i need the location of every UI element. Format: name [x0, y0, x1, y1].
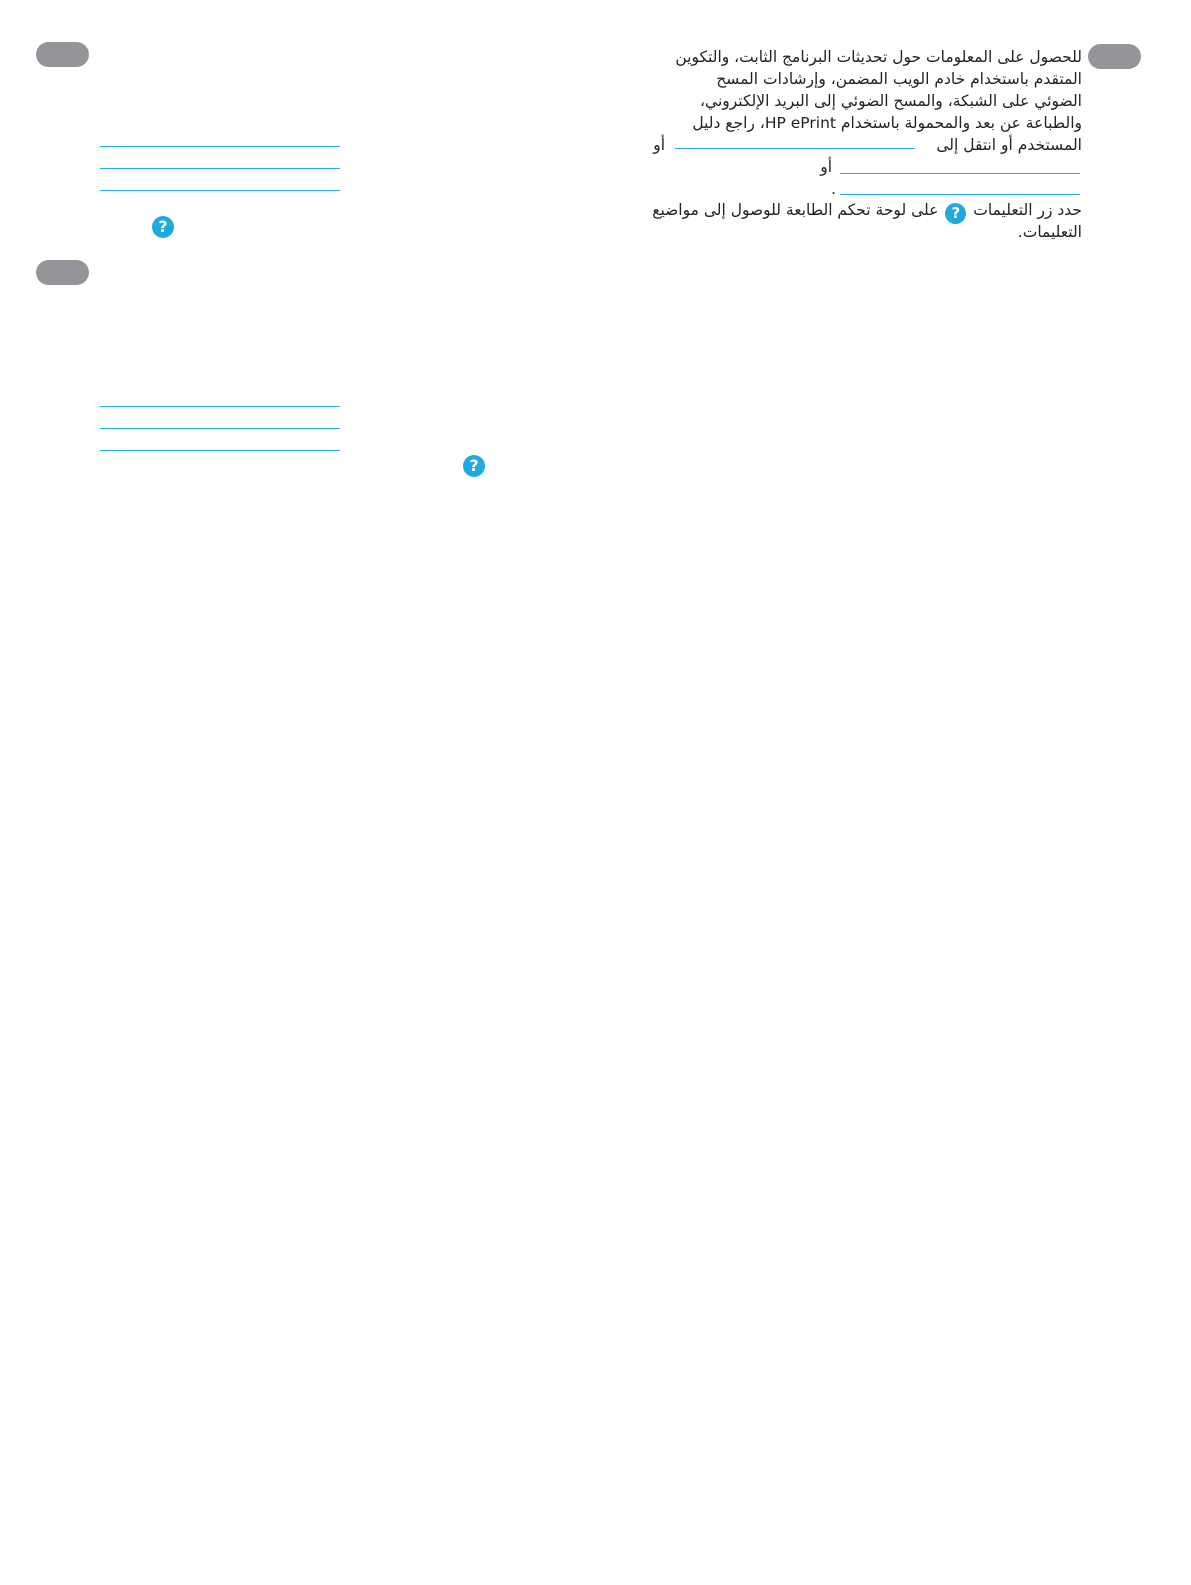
link-line-left-6[interactable]	[100, 450, 340, 451]
paragraph-line-4: والطباعة عن بعد والمحمولة باستخدام HP ePrint، راجع دليل	[692, 114, 1082, 132]
or-text-1: أو	[653, 136, 665, 154]
paragraph-line-1: للحصول على المعلومات حول تحديثات البرنامج الثابت، والتكوين	[675, 48, 1082, 66]
link-line-left-2[interactable]	[100, 168, 340, 169]
help-suffix: على لوحة تحكم الطابعة للوصول إلى مواضيع	[652, 201, 939, 219]
link-line-left-4[interactable]	[100, 406, 340, 407]
or-text-2: أو	[820, 158, 832, 176]
link-line-left-5[interactable]	[100, 428, 340, 429]
period-text: .	[831, 180, 836, 198]
link-line-right-1[interactable]	[675, 148, 915, 149]
section-marker-right	[1088, 44, 1141, 69]
help-icon: ?	[463, 455, 485, 477]
go-to-text: المستخدم أو انتقل إلى	[936, 136, 1082, 154]
section-marker-left-1	[36, 42, 89, 67]
help-icon: ?	[152, 216, 174, 238]
paragraph-line-3: الضوئي على الشبكة، والمسح الضوئي إلى البريد الإلكتروني،	[700, 92, 1082, 110]
link-line-right-3[interactable]	[840, 194, 1080, 195]
link-line-right-2[interactable]	[840, 173, 1080, 174]
section-marker-left-2	[36, 260, 89, 285]
help-instruction-line-2: التعليمات.	[1017, 223, 1082, 241]
paragraph-line-2: المتقدم باستخدام خادم الويب المضمن، وإرشادات المسح	[716, 70, 1082, 88]
help-prefix: حدد زر التعليمات	[973, 201, 1082, 219]
link-line-left-1[interactable]	[100, 146, 340, 147]
link-line-left-3[interactable]	[100, 190, 340, 191]
help-icon: ?	[945, 203, 966, 224]
